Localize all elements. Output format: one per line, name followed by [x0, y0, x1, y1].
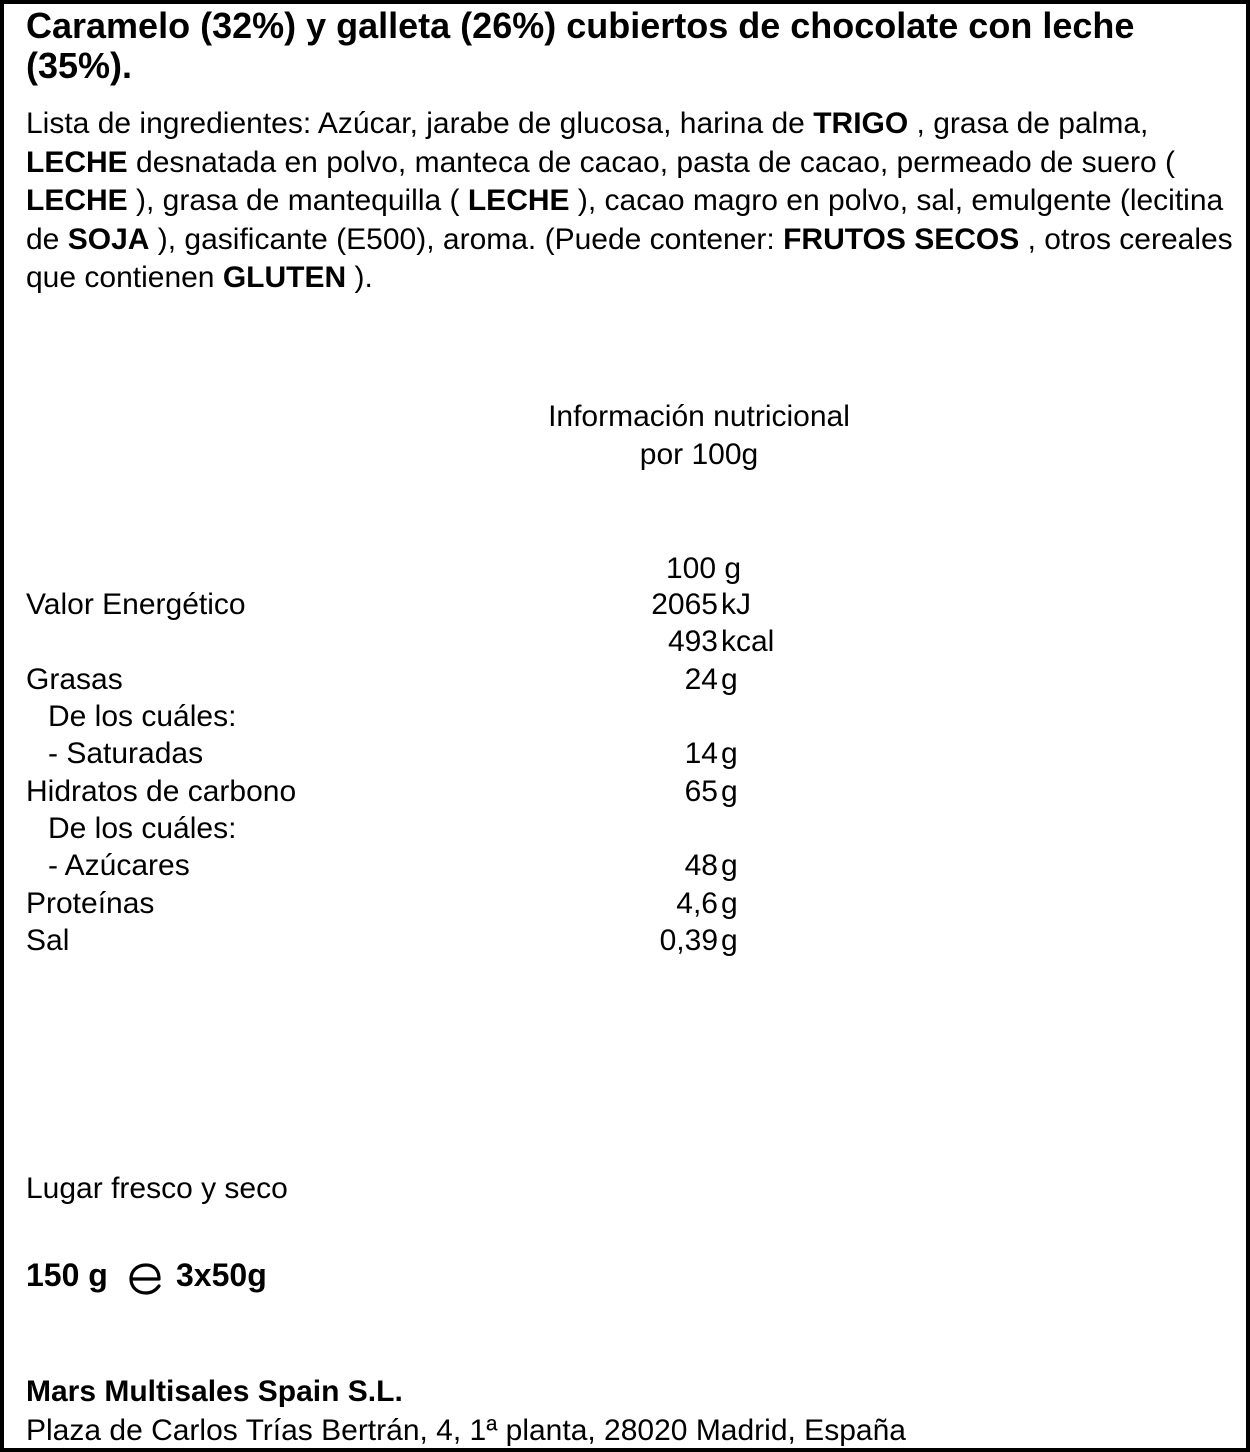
nutrition-heading-line2: por 100g — [639, 438, 759, 471]
total-weight: 150 g — [26, 1257, 108, 1293]
ingredient-text: ), cacao magro en polvo, sal, emulgente (lecitina de — [26, 184, 1224, 256]
sugars-value: 48 — [684, 849, 718, 882]
saturated-unit: g — [721, 737, 738, 770]
allergen-text: LECHE — [26, 145, 128, 179]
fat-label: Grasas — [26, 663, 123, 696]
protein-unit: g — [721, 887, 738, 920]
allergen-text: FRUTOS SECOS — [783, 222, 1020, 256]
carbs-value: 65 — [684, 775, 718, 808]
ingredient-text: ), grasa de mantequilla ( — [127, 184, 468, 217]
energy-kcal-unit: kcal — [721, 625, 775, 658]
saturated-label: - Saturadas — [48, 737, 204, 770]
protein-value: 4,6 — [676, 887, 718, 920]
protein-label: Proteínas — [26, 887, 155, 920]
carbs-unit: g — [721, 775, 738, 808]
energy-label: Valor Energético — [26, 588, 246, 621]
ingredient-text: ). — [346, 261, 373, 294]
e-mark-icon — [122, 1258, 166, 1298]
allergen-text: LECHE — [467, 184, 570, 217]
allergen-text: GLUTEN — [222, 261, 347, 294]
allergen-text: LECHE — [26, 184, 128, 217]
of-which-label: De los cuáles: — [48, 812, 237, 845]
ingredient-text: Lista de ingredientes: Azúcar, jarabe de glucosa, harina de — [26, 107, 814, 140]
salt-unit: g — [721, 924, 738, 957]
energy-kj-value: 2065 — [651, 588, 718, 621]
nutrition-heading — [504, 398, 894, 474]
ingredient-text: desnatada en polvo, manteca de cacao, pasta de cacao, permeado de suero ( — [127, 145, 1176, 179]
energy-kcal-value: 493 — [667, 625, 718, 658]
ingredient-text: , grasa de palma, — [908, 107, 1149, 140]
product-title: Caramelo (32%) y galleta (26%) cubiertos de chocolate con leche (35%). — [26, 5, 1135, 86]
salt-value: 0,39 — [659, 924, 718, 957]
energy-kj-unit: kJ — [721, 588, 751, 621]
fat-value: 24 — [684, 663, 718, 696]
of-which-label: De los cuáles: — [48, 700, 237, 733]
sugars-unit: g — [721, 849, 738, 882]
column-header: 100 g — [666, 552, 742, 585]
allergen-text: TRIGO — [813, 107, 909, 140]
company-name: Mars Multisales Spain S.L. — [26, 1375, 403, 1408]
pack-format: 3x50g — [176, 1257, 267, 1293]
salt-label: Sal — [26, 924, 70, 957]
saturated-value: 14 — [684, 737, 718, 770]
storage-instructions: Lugar fresco y seco — [26, 1172, 288, 1205]
allergen-text: SOJA — [67, 222, 150, 256]
carbs-label: Hidratos de carbono — [26, 775, 297, 808]
sugars-label: - Azúcares — [48, 849, 190, 882]
fat-unit: g — [721, 663, 738, 696]
nutrition-heading-line1: Información nutricional — [548, 400, 850, 433]
company-address: Plaza de Carlos Trías Bertrán, 4, 1ª planta, 28020 Madrid, España — [26, 1414, 906, 1447]
ingredients-list — [26, 105, 1236, 298]
ingredient-text: ), gasificante (E500), aroma. (Puede contener: — [149, 222, 784, 256]
ingredient-text: , otros cereales que contienen — [26, 222, 1233, 294]
